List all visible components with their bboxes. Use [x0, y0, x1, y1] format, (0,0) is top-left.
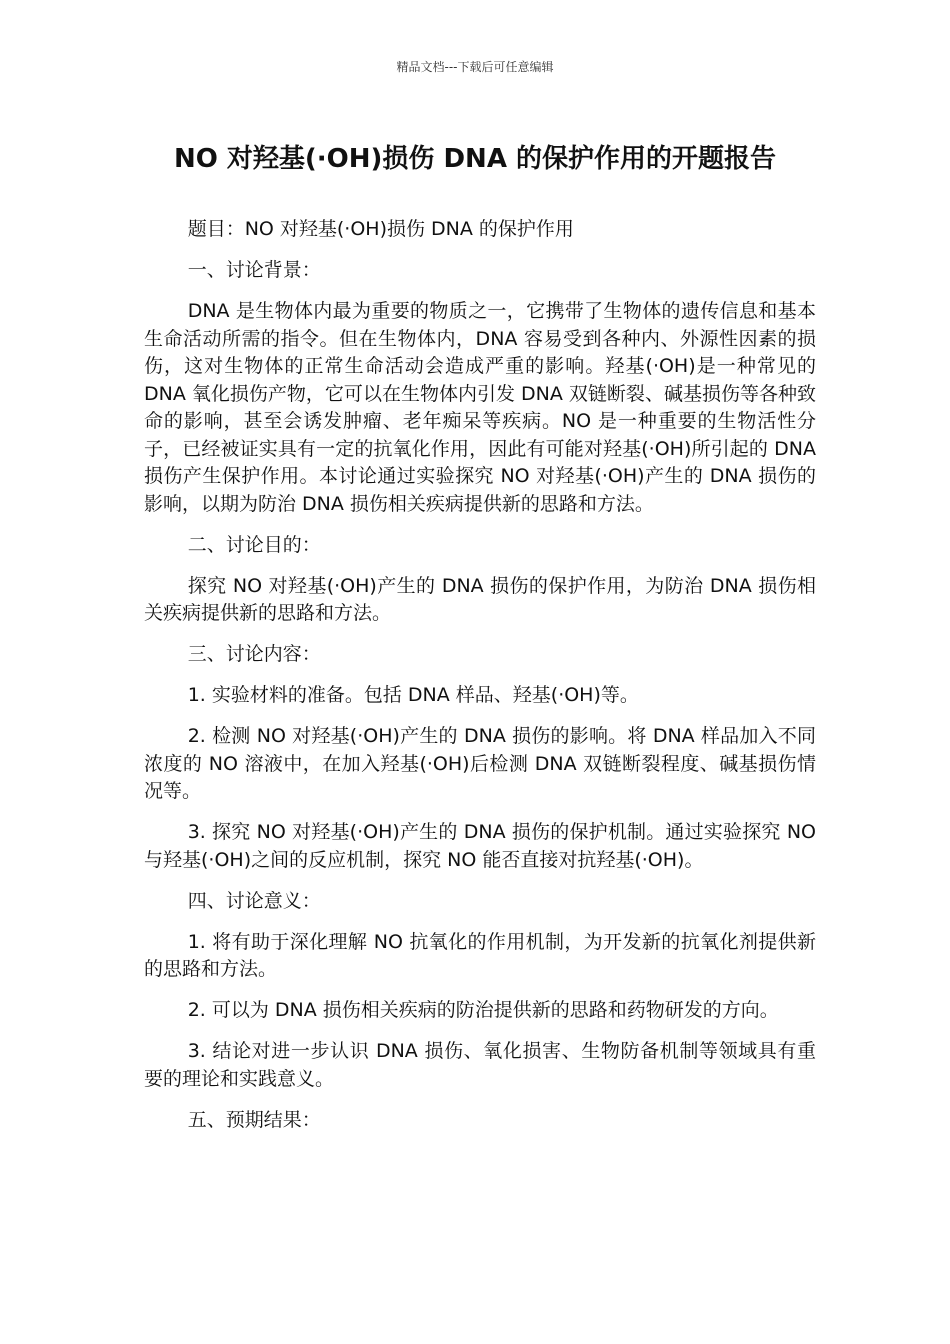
content-item-1: 1. 实验材料的准备。包括 DNA 样品、羟基(·OH)等。 [187, 684, 639, 706]
section-heading-background: 一、讨论背景： [187, 259, 321, 281]
header-note: 精品文档---下载后可任意编辑 [396, 60, 554, 74]
content-item-3: 3. 探究 NO 对羟基(·OH)产生的 DNA 损伤的保护机制。通过实验探究 NO 与羟基(·OH)之间的反应机制，探究 NO 能否直接对抗羟基(·OH)。 [144, 821, 816, 871]
document-body [144, 216, 816, 1148]
purpose-paragraph: 探究 NO 对羟基(·OH)产生的 DNA 损伤的保护作用，为防治 DNA 损伤相关疾病提供新的思路和方法。 [144, 574, 816, 624]
topic-line: 题目：NO 对羟基(·OH)损伤 DNA 的保护作用 [187, 218, 574, 240]
section-heading-content: 三、讨论内容： [187, 643, 321, 665]
significance-item-1: 1. 将有助于深化理解 NO 抗氧化的作用机制，为开发新的抗氧化剂提供新的思路和方法。 [144, 930, 816, 980]
section-heading-significance: 四、讨论意义： [187, 889, 321, 912]
document-title: NO 对羟基(·OH)损伤 DNA 的保护作用的开题报告 [174, 144, 776, 174]
background-paragraph: DNA 是生物体内最为重要的物质之一，它携带了生物体的遗传信息和基本生命活动所需的指令。但在生物体内，DNA 容易受到各种内、外源性因素的损伤，这对生物体的正常生命活动会造成严重的影响。羟基(·OH)是一种常见的 DNA 氧化损伤产物，它可以在生物体内引发 DNA 双链断裂、碱基损伤等各种致命的影响，甚至会诱发肿瘤、老年痴呆等疾病。NO 是一种重要的生物活性分子，已经被证实具有一定的抗氧化作用，因此有可能对羟基(·OH)所引起的 DNA 损伤产生保护作用。本讨论通过实验探究 NO 对羟基(·OH)产生的 DNA 损伤的影响，以期为防治 DNA 损伤相关疾病提供新的思路和方法。 [144, 300, 816, 515]
section-heading-expected-results: 五、预期结果： [187, 1108, 321, 1131]
content-item-2: 2. 检测 NO 对羟基(·OH)产生的 DNA 损伤的影响。将 DNA 样品加入不同浓度的 NO 溶液中，在加入羟基(·OH)后检测 DNA 双链断裂程度、碱基损伤情况等。 [144, 725, 816, 802]
section-heading-purpose: 二、讨论目的： [187, 533, 321, 556]
significance-item-3: 3. 结论对进一步认识 DNA 损伤、氧化损害、生物防备机制等领域具有重要的理论和实践意义。 [144, 1040, 816, 1090]
significance-item-2: 2. 可以为 DNA 损伤相关疾病的防治提供新的思路和药物研发的方向。 [187, 999, 779, 1021]
